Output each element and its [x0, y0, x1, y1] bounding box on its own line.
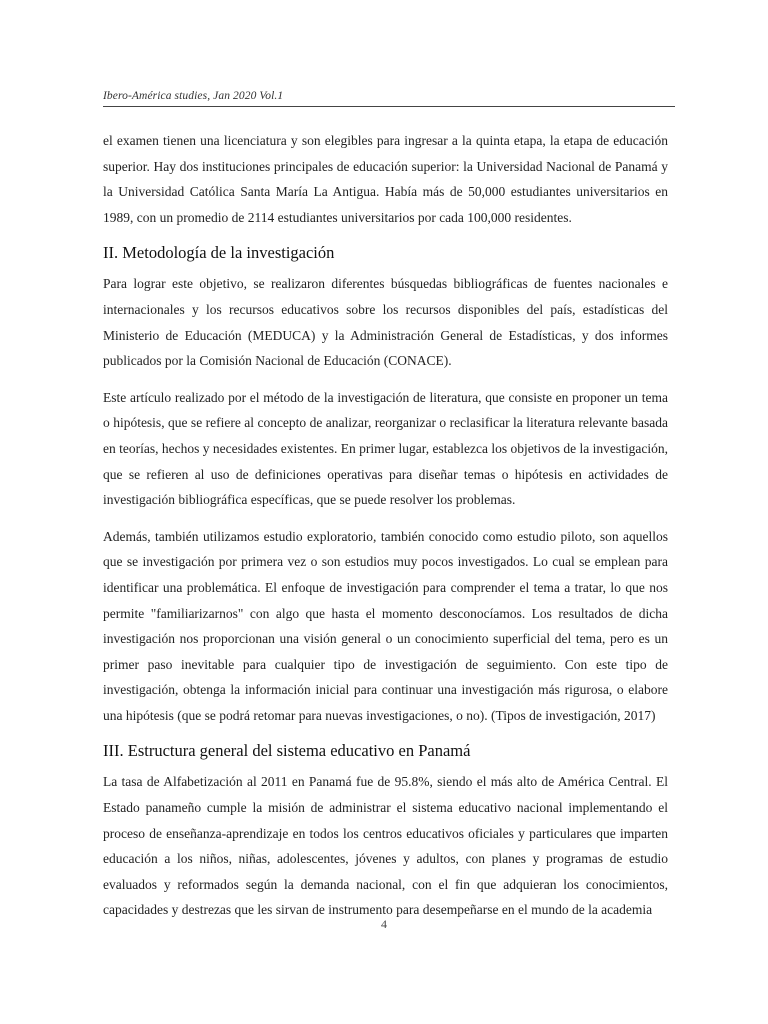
section-heading-methodology: II. Metodología de la investigación — [103, 243, 335, 263]
paragraph-methodology-2: Este artículo realizado por el método de la investigación de literatura, que consiste en proponer un tema o hipótesis, que se refiere al concepto de analizar, reorganizar o reclasificar la literatura relevante basada en teorías, hechos y necesidades existentes. En primer lugar, establezca los objetivos de la investigación, que se refieren al uso de definiciones operativas para diseñar temas o hipótesis en actividades de investigación bibliográfica específicas, que se puede resolver los problemas. — [103, 389, 668, 508]
running-head: Ibero-América studies, Jan 2020 Vol.1 — [103, 90, 284, 102]
header-rule — [103, 106, 675, 107]
paragraph-methodology-3: Además, también utilizamos estudio exploratorio, también conocido como estudio piloto, son aquellos que se investigación por primera vez o son estudios muy pocos investigados. Lo cual se emplean para identificar una problemática. El enfoque de investigación para comprender el tema a tratar, lo que nos permite "familiarizarnos" con algo que hasta el momento desconocíamos. Los resultados de dicha investigación nos proporcionan una visión general o un conocimiento superficial del tema, pero es un primer paso inevitable para cualquier tipo de investigación de seguimiento. Con este tipo de investigación, obtenga la información inicial para continuar una investigación más rigurosa, o elabore una hipótesis (que se podrá retomar para nuevas investigaciones, o no). (Tipos de investigación, 2017) — [103, 528, 668, 723]
paragraph-methodology-1: Para lograr este objetivo, se realizaron diferentes búsquedas bibliográficas de fuentes nacionales e internacionales y los recursos educativos sobre los recursos disponibles del país, estadísticas del Ministerio de Educación (MEDUCA) y la Administración General de Estadísticas, y dos informes publicados por la Comisión Nacional de Educación (CONACE). — [103, 276, 668, 369]
article-body — [103, 128, 668, 934]
page-number: 4 — [381, 917, 387, 931]
section-heading-structure: III. Estructura general del sistema educativo en Panamá — [103, 741, 471, 761]
paragraph-structure-1: La tasa de Alfabetización al 2011 en Panamá fue de 95.8%, siendo el más alto de América Central. El Estado panameño cumple la misión de administrar el sistema educativo nacional implementando el proceso de enseñanza-aprendizaje en todos los centros educativos oficiales y particulares que imparten educación a los niños, niñas, adolescentes, jóvenes y adultos, con planes y programas de estudio evaluados y reformados según la demanda nacional, con el fin que adquieran los conocimientos, capacidades y destrezas que les sirvan de instrumento para desempeñarse en el mundo de la academia — [103, 774, 668, 918]
paragraph-continuation: el examen tienen una licenciatura y son elegibles para ingresar a la quinta etapa, la etapa de educación superior. Hay dos instituciones principales de educación superior: la Universidad Nacional de Panamá y la Universidad Católica Santa María La Antigua. Había más de 50,000 estudiantes universitarios en 1989, con un promedio de 2114 estudiantes universitarios por cada 100,000 residentes. — [103, 133, 668, 225]
